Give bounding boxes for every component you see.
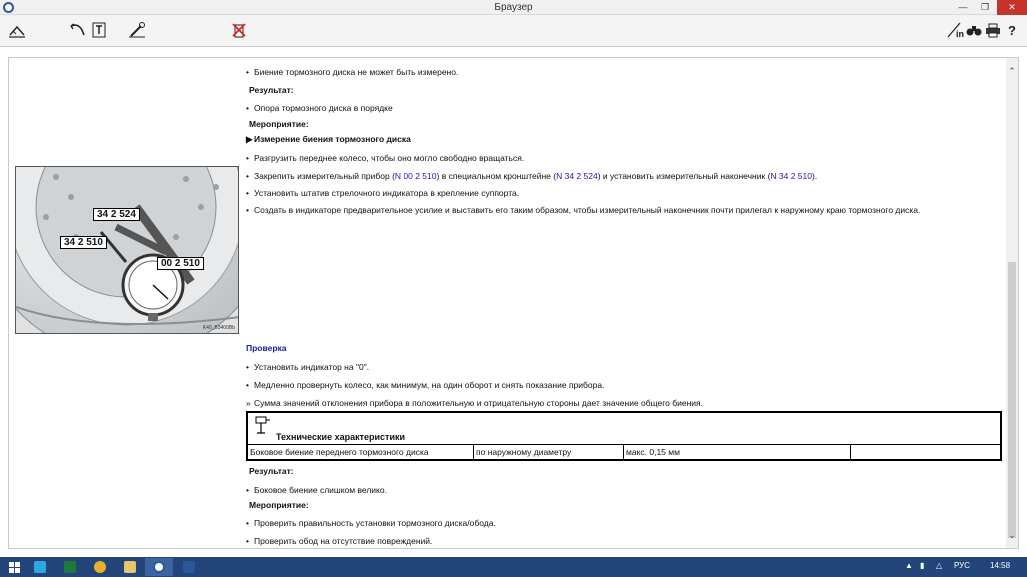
tray-network-icon[interactable]: △ [936,561,943,570]
vertical-scrollbar[interactable] [1006,58,1018,548]
result-label: Результат: [249,85,294,95]
figure-code: K40_B3400Bb [202,325,235,331]
spec-parameter: Боковое биение переднего тормозного диска [248,445,474,459]
minimize-button[interactable]: — [958,2,968,12]
section-check: Проверка [246,343,287,353]
tool-link-34-2-524[interactable]: N 34 2 524 [556,171,598,181]
result-label: Результат: [249,466,294,476]
table-row [248,445,1000,459]
document-viewer[interactable]: 34 2 524 34 2 510 00 2 510 K40_B3400Bb • Биение тормозного диска не может быть измерено. Результат: • Опора тормозного диска в порядке Мероприятие: ▶ Измерение биения тормозного диска • Разгрузить переднее колесо, чтобы оно могло свободно вращаться. • Закрепить измерительный прибор (N 00 2 510) в специальном кронштейне (N 34 2 524) и установить измерительный наконечник (N 34 2 510). • Установить штатив стрелочного индикатора в крепление суппорта. • Создать в индикаторе предварительное усилие и выставить его таким образом, чтобы измерительный наконечник почти прилегал к наружному краю тормозного диска. Проверка • Установить индикатор на "0". • Медленно провернуть колесо, как минимум, на один оборот и снять показание прибора. » Сумма значений отклонения прибора в положительную и отрицательную стороны дает значение общего биения. Результат: • Боковое биение слишком велико. Мероприятие: • Проверить правильность установки тормозного диска/обода. • Проверить обод на отсутствие повреждений. Технические характеристики Боковое биение переднего тормозного диска по наружному диаметру макс. 0,15 мм ⌃ ⌄ [8,57,1019,549]
spec-header [248,413,1000,445]
taskbar-excel-icon[interactable] [56,558,84,576]
callout-34-2-524: 34 2 524 [93,208,140,221]
home-icon[interactable] [6,19,28,41]
spec-title: Технические характеристики [276,432,406,442]
taskbar [0,557,1027,577]
window-title: Браузер [494,2,533,13]
taskbar-chrome-icon[interactable] [86,558,114,576]
callout-34-2-510: 34 2 510 [60,236,107,249]
svg-text:in: in [956,29,964,39]
taskbar-word-icon[interactable] [175,558,203,576]
tray-power-icon[interactable]: ▮ [920,561,925,570]
callout-00-2-510: 00 2 510 [157,257,204,270]
text-icon[interactable] [88,19,110,41]
delete-icon[interactable] [228,19,250,41]
start-button[interactable] [0,558,28,576]
brake-disc-illustration [15,166,239,334]
maximize-button[interactable]: ❐ [980,2,990,12]
clock[interactable]: 14:58 [990,561,1011,570]
back-icon[interactable] [66,19,88,41]
chevron-up-icon[interactable]: ⌃ [1008,66,1016,76]
spec-tool-icon [254,416,272,436]
svg-text:?: ? [1008,23,1016,38]
help-icon[interactable] [1001,19,1023,41]
toolbar [0,15,1027,47]
taskbar-browser-icon[interactable] [145,558,173,576]
wrench-icon[interactable] [126,19,148,41]
taskbar-ie-icon[interactable] [26,558,54,576]
title-bar [0,0,1027,15]
action-label: Мероприятие: [249,500,309,510]
tray-arrow-icon[interactable]: ▲ [905,561,913,570]
action-label: Мероприятие: [249,119,309,129]
chevron-down-icon[interactable]: ⌄ [1008,530,1016,540]
tool-link-34-2-510[interactable]: N 34 2 510 [770,171,812,181]
technical-specs-table [246,411,1002,461]
scroll-thumb[interactable] [1008,262,1016,538]
spec-empty [851,445,1000,459]
taskbar-explorer-icon[interactable] [116,558,144,576]
spec-condition: по наружному диаметру [474,445,624,459]
tool-link-00-2-510[interactable]: N 00 2 510 [394,171,437,181]
close-button[interactable]: ✕ [997,0,1027,15]
language-indicator[interactable]: РУС [954,561,971,570]
brake-disc-drawing [16,167,239,334]
spec-value: макс. 0,15 мм [624,445,851,459]
